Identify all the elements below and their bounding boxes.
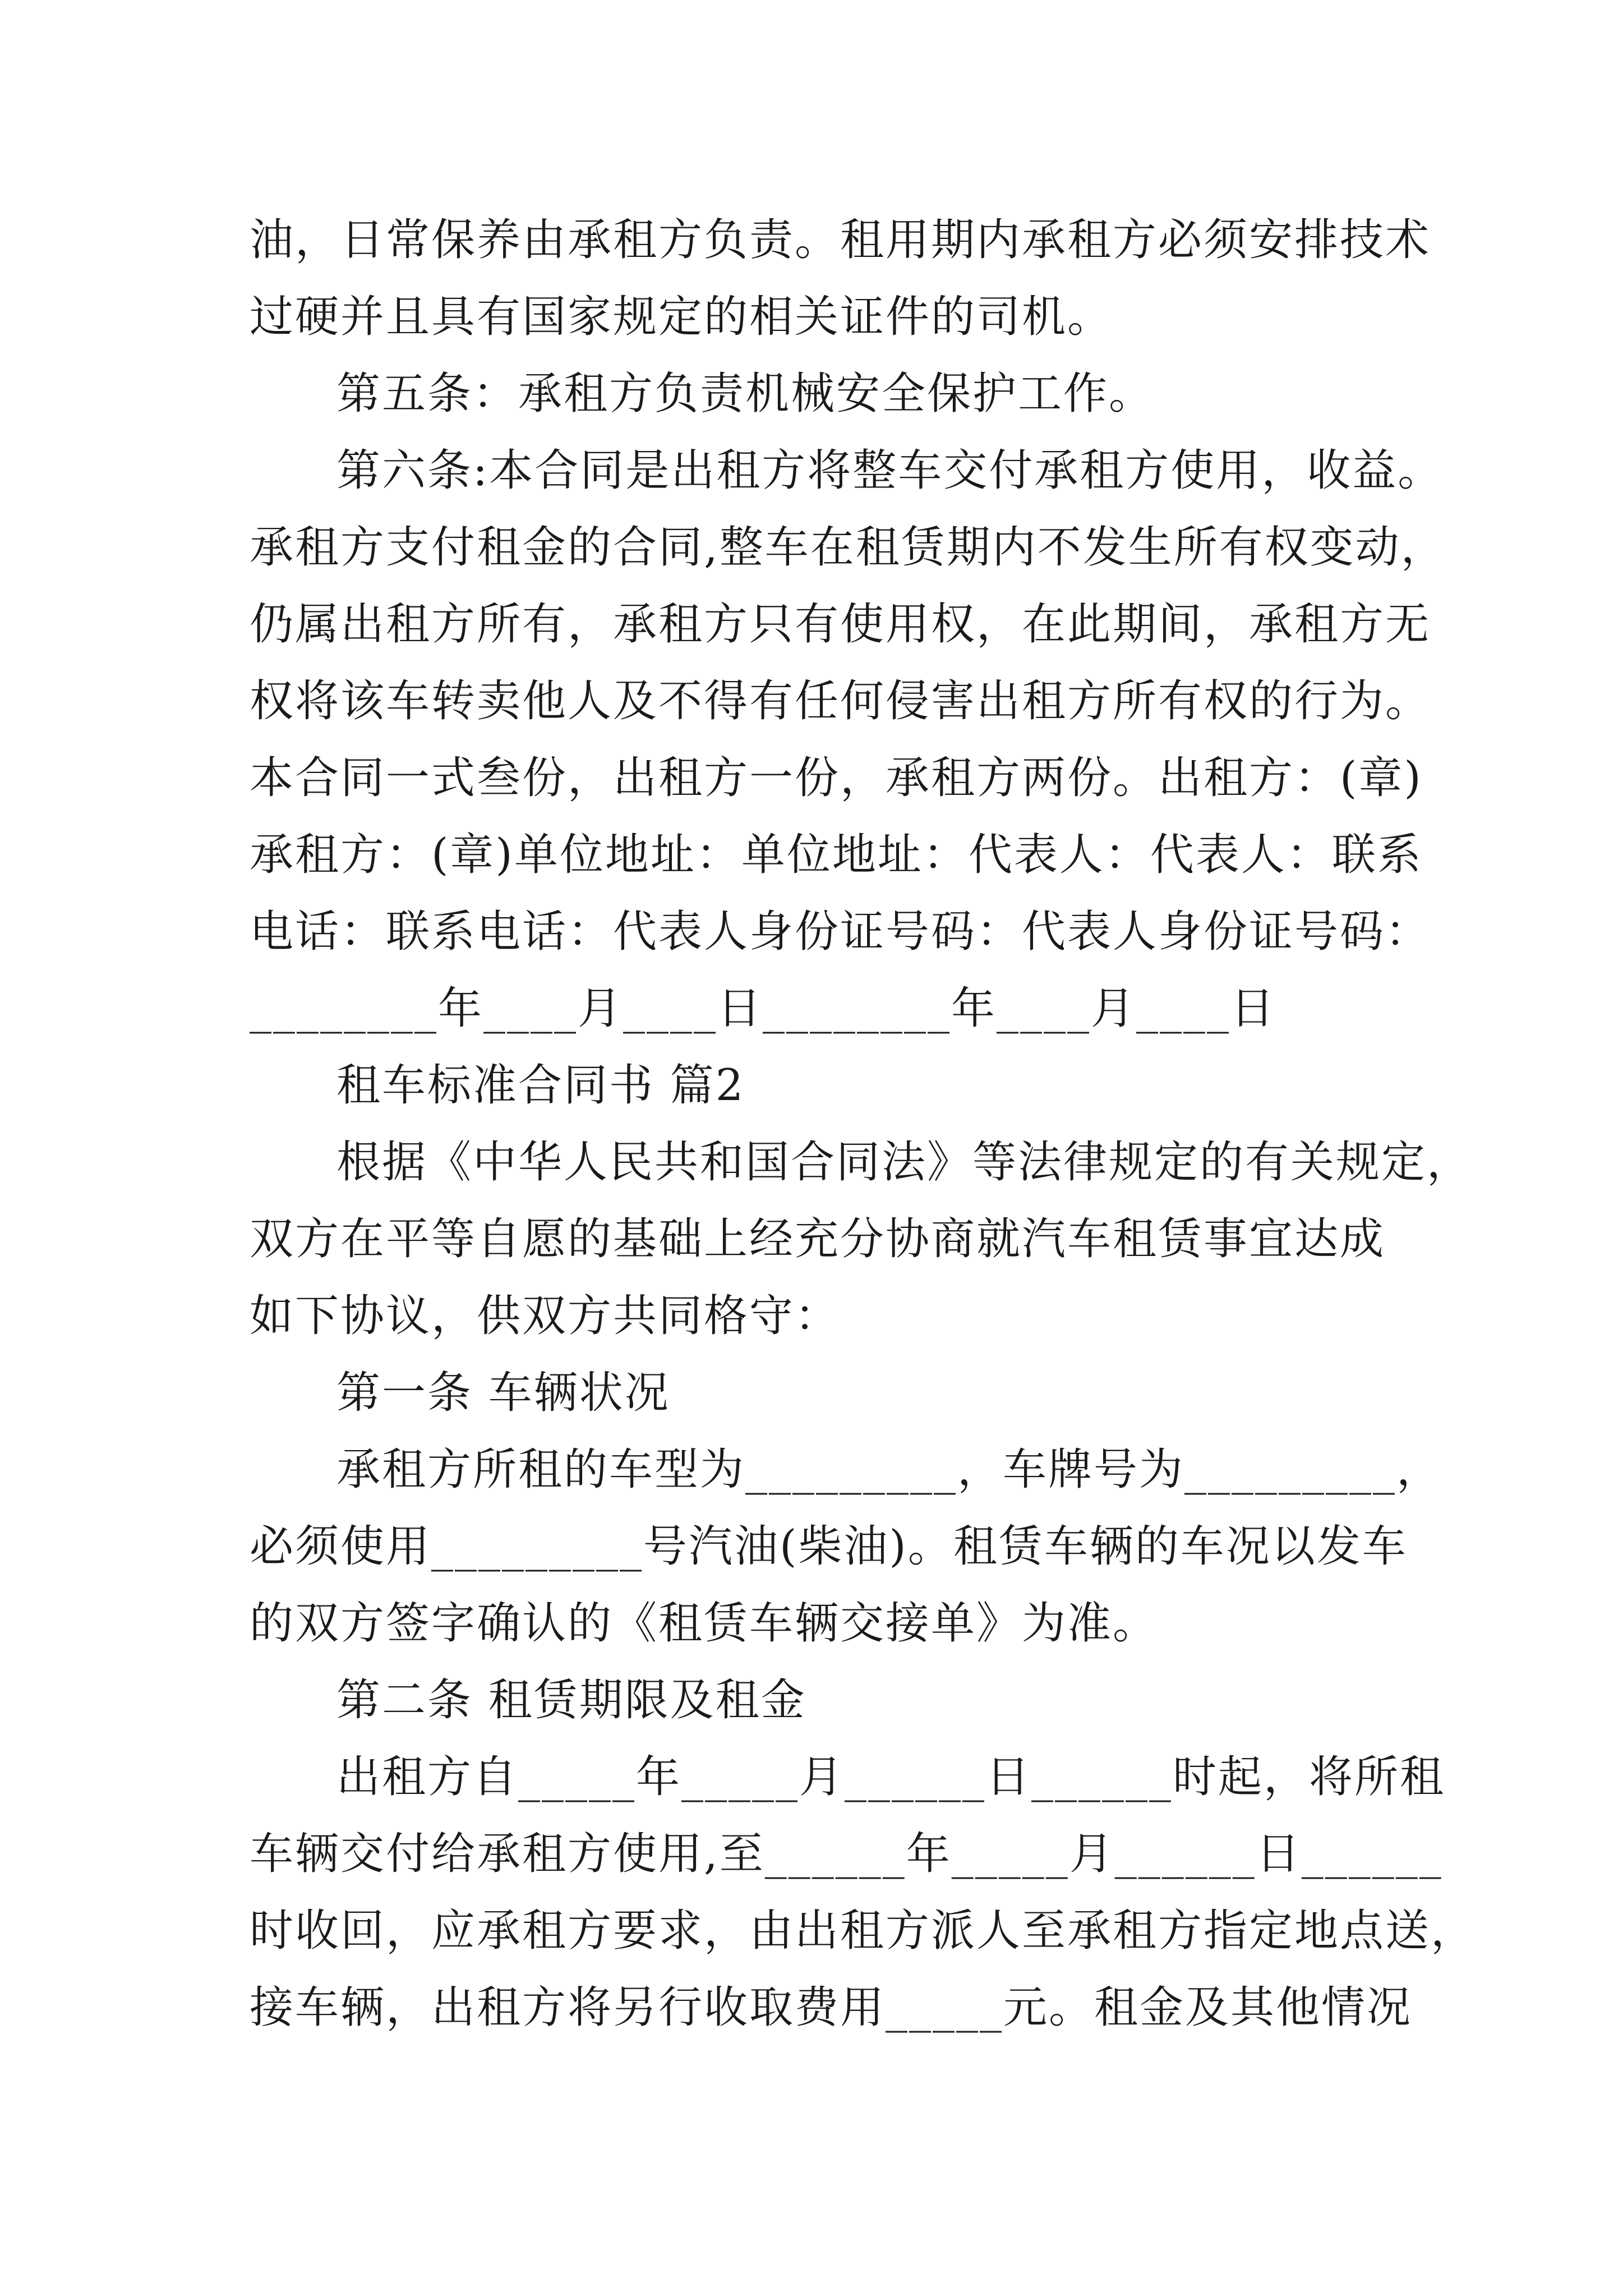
section-heading: 租车标准合同书 篇2 bbox=[336, 1060, 745, 1111]
text-line-18: 必须使用_________号汽油(柴油)。租赁车辆的车况以发车 bbox=[250, 1521, 1408, 1572]
text-line-1: 油，日常保养由承租方负责。租用期内承租方必须安排技术 bbox=[250, 215, 1431, 265]
text-line-22: 车辆交付给承租方使用,至______年_____月______日______ bbox=[250, 1829, 1443, 1879]
text-line-3: 第五条：承租方负责机械安全保护工作。 bbox=[336, 369, 1155, 419]
text-line-2: 过硬并且具有国家规定的相关证件的司机。 bbox=[250, 292, 1113, 342]
text-line-24: 接车辆，出租方将另行收取费用_____元。租金及其他情况 bbox=[250, 1982, 1413, 2033]
text-line-6: 仍属出租方所有，承租方只有使用权，在此期间，承租方无 bbox=[250, 599, 1431, 650]
signature-date-line: ________年____月____日________年____月____日 bbox=[250, 983, 1276, 1034]
text-line-15: 如下协议，供双方共同格守： bbox=[250, 1291, 841, 1341]
text-line-4: 第六条:本合同是出租方将整车交付承租方使用，收益。 bbox=[336, 445, 1444, 496]
text-line-9: 承租方：(章)单位地址：单位地址：代表人：代表人：联系 bbox=[250, 830, 1423, 880]
text-line-10: 电话：联系电话：代表人身份证号码：代表人身份证号码： bbox=[250, 907, 1431, 957]
text-line-8: 本合同一式叁份，出租方一份，承租方两份。出租方：(章) bbox=[250, 753, 1423, 803]
text-line-17: 承租方所租的车型为_________，车牌号为_________， bbox=[336, 1444, 1442, 1495]
text-line-13: 根据《中华人民共和国合同法》等法律规定的有关规定， bbox=[336, 1137, 1473, 1188]
document-page bbox=[250, 202, 1477, 2046]
article-1-heading: 第一条 车辆状况 bbox=[336, 1368, 670, 1418]
text-line-23: 时收回，应承租方要求，由出租方派人至承租方指定地点送， bbox=[250, 1906, 1477, 1956]
article-2-heading: 第二条 租赁期限及租金 bbox=[336, 1675, 806, 1726]
text-line-5: 承租方支付租金的合同,整车在租赁期内不发生所有权变动， bbox=[250, 522, 1446, 573]
text-line-21: 出租方自_____年_____月______日______时起，将所租 bbox=[336, 1752, 1446, 1802]
text-line-7: 权将该车转卖他人及不得有任何侵害出租方所有权的行为。 bbox=[250, 676, 1431, 726]
text-line-19: 的双方签字确认的《租赁车辆交接单》为准。 bbox=[250, 1598, 1159, 1649]
text-line-14: 双方在平等自愿的基础上经充分协商就汽车租赁事宜达成 bbox=[250, 1214, 1386, 1264]
